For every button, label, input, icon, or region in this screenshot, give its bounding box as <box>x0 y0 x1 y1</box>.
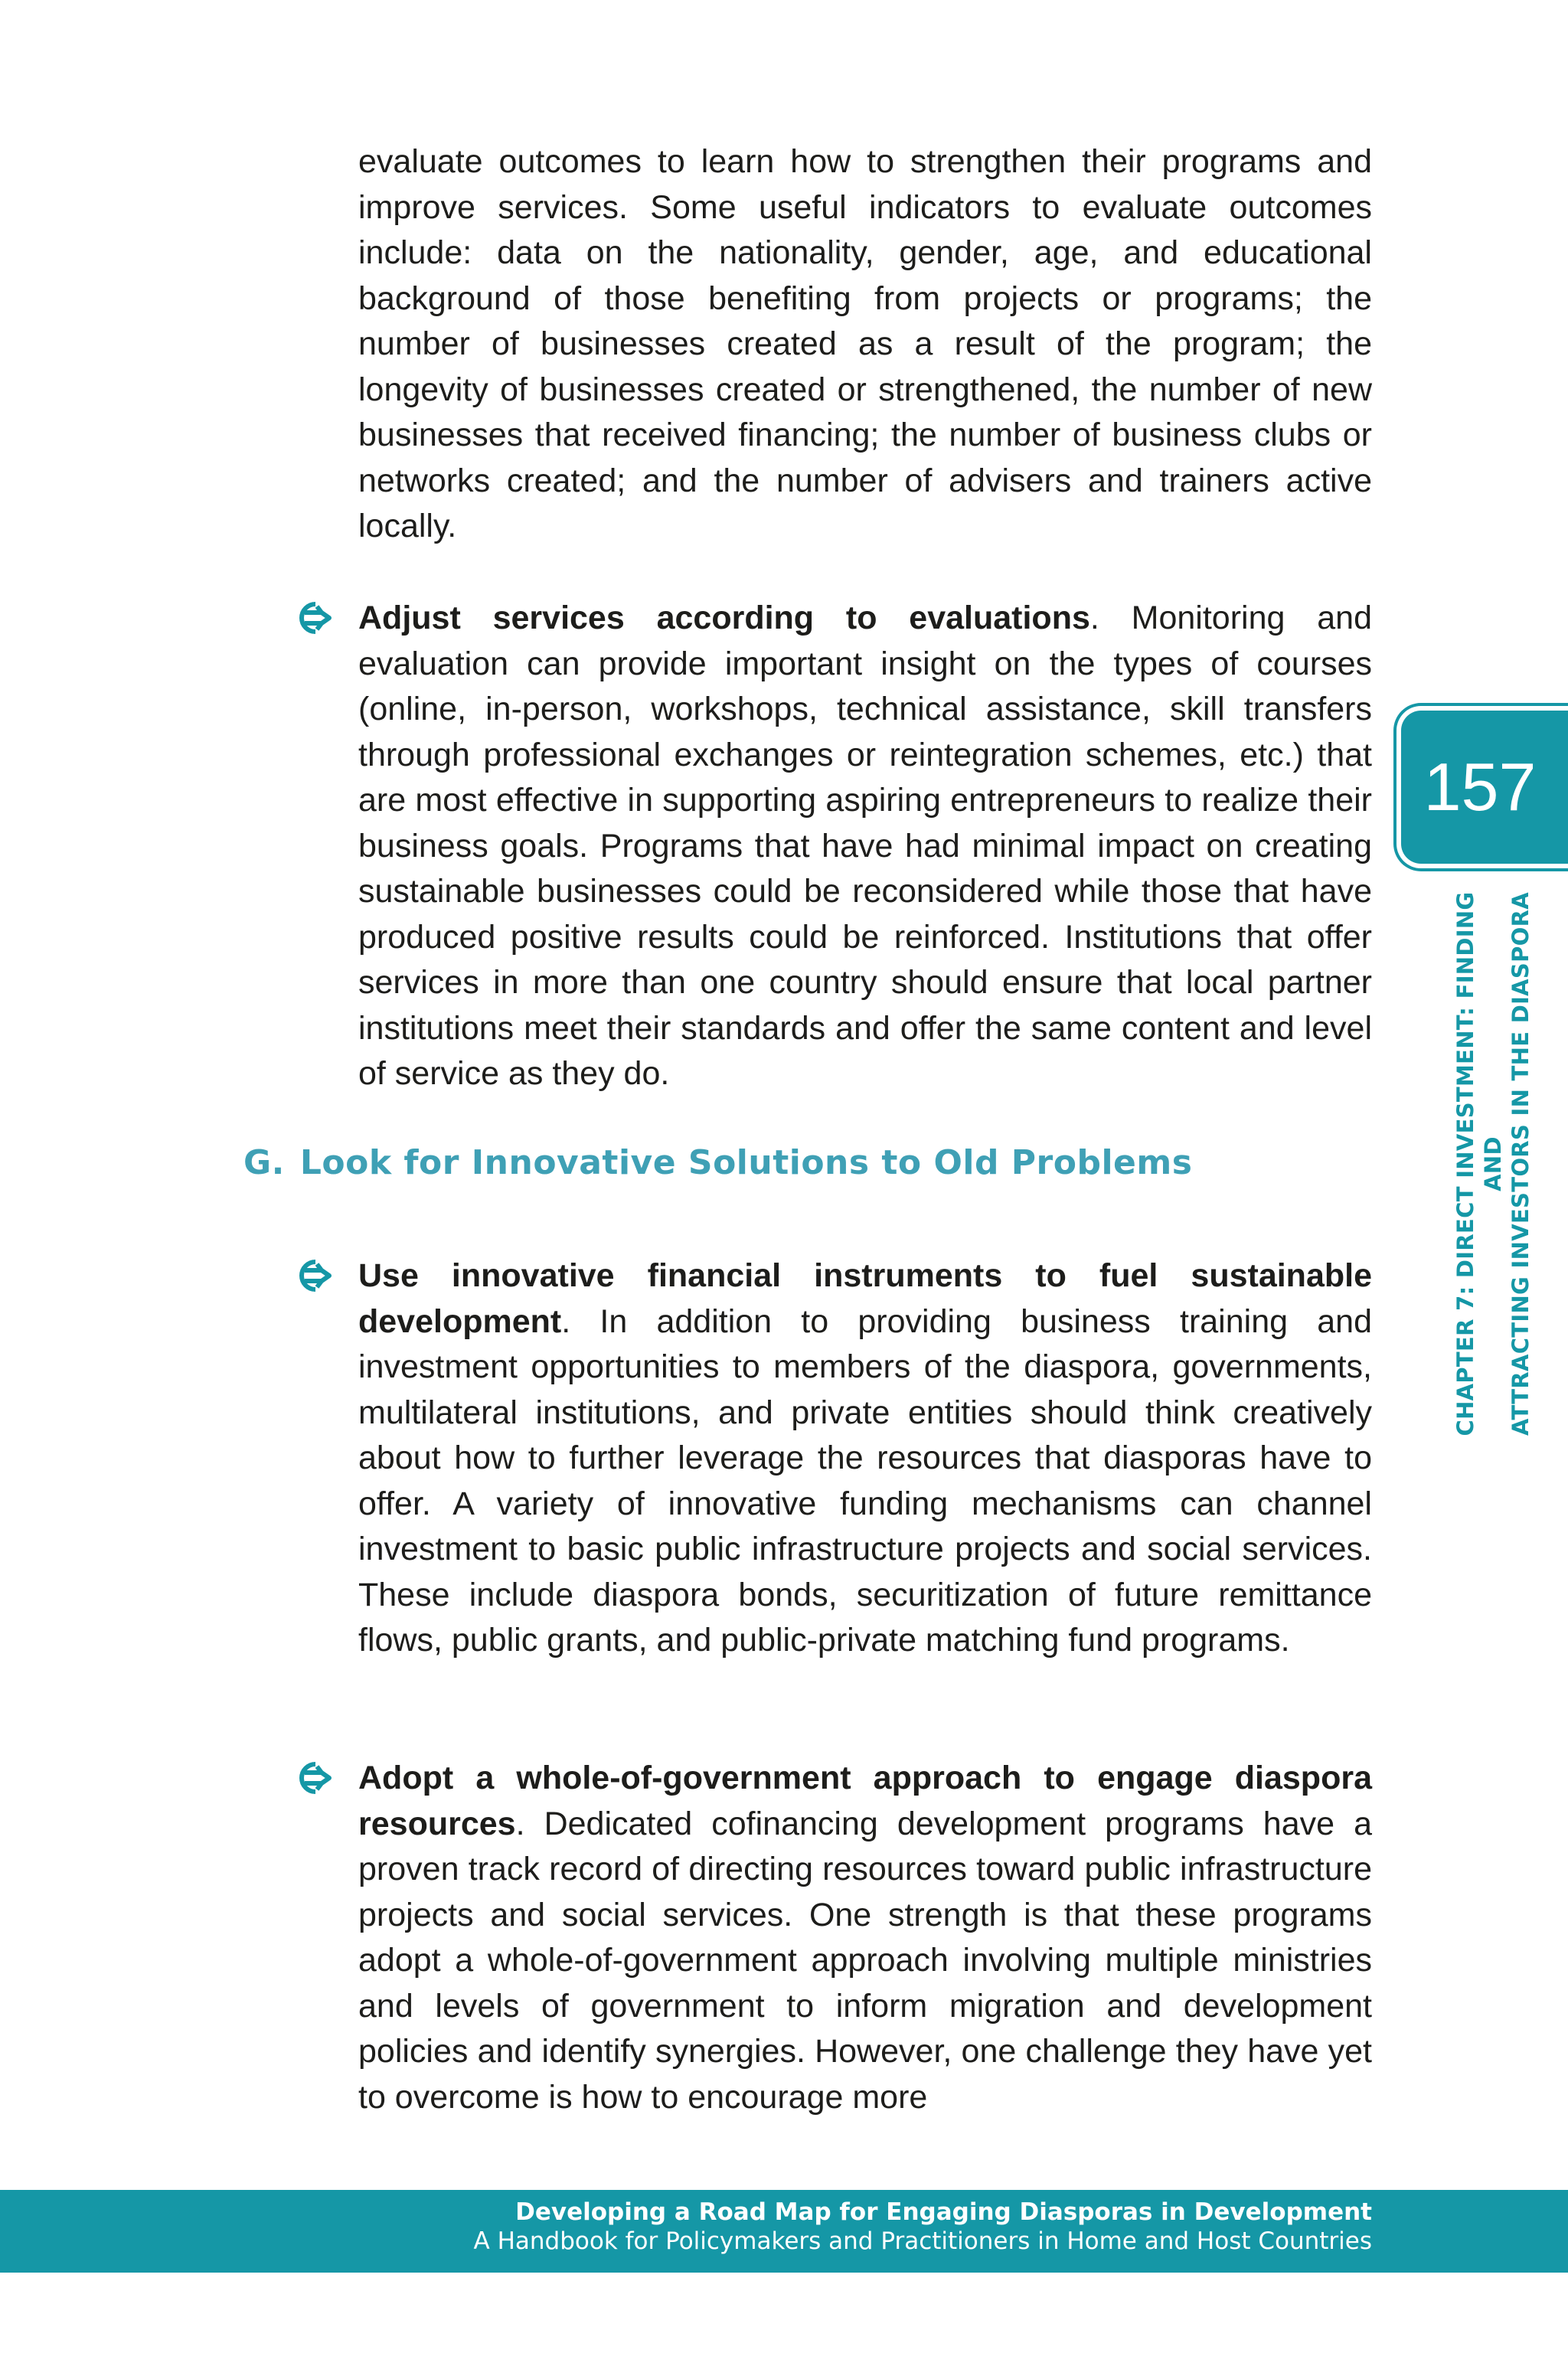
bullet-adjust-services <box>358 596 1372 1097</box>
chapter-side-title <box>1452 888 1534 1440</box>
footer-title: Developing a Road Map for Engaging Diasporas in Development <box>515 2198 1372 2226</box>
arrow-right-icon <box>299 600 334 636</box>
chapter-line-1: CHAPTER 7: DIRECT INVESTMENT: FINDING AND <box>1452 891 1506 1436</box>
arrow-right-icon <box>299 1760 334 1796</box>
bullet-title: Use innovative financial instruments to fuel sustainable development <box>358 1257 1372 1340</box>
bullet-innovative-instruments <box>358 1253 1372 1664</box>
section-heading <box>243 1143 1192 1182</box>
intro-paragraph <box>358 139 1372 550</box>
bullet-text: . In addition to providing business training and investment opportunities to members of the diaspora, governments, multilateral institutions, and private entities should think creatively about how to further leverage the resources that diasporas have to offer. A variety of innovative funding mechanisms can channel investment to basic public infrastructure projects and social services. These include diaspora bonds, securitization of future remittance flows, public grants, and public-private matching fund programs. <box>358 1302 1372 1659</box>
arrow-right-icon <box>299 1258 334 1293</box>
bullet-text: . Monitoring and evaluation can provide important insight on the types of courses (online, in-person, workshops, technical assistance, skill transfers through professional exchanges or reintegration schemes, etc.) that are most effective in supporting aspiring entrepreneurs to realize their business goals. Programs that have had minimal impact on creating sustainable businesses could be reconsidered while those that have produced positive results could be reinforced. Institutions that offer services in more than one country should ensure that local partner institutions meet their standards and offer the same content and level of service as they do. <box>358 600 1372 1092</box>
bullet-whole-of-government <box>358 1756 1372 2120</box>
bullet-title: Adopt a whole-of-government approach to engage diaspora resources <box>358 1760 1372 1842</box>
footer-subtitle: A Handbook for Policymakers and Practitioners in Home and Host Countries <box>473 2227 1372 2255</box>
bullet-text: . Dedicated cofinancing development programs have a proven track record of directing resources toward public infrastructure projects and social services. One strength is that these programs adopt a whole-of-government approach involving multiple ministries and levels of government to inform migration and development policies and identify synergies. However, one challenge they have yet to overcome is how to encourage more <box>358 1805 1372 2116</box>
bullet-title: Adjust services according to evaluations <box>358 600 1090 636</box>
intro-text: evaluate outcomes to learn how to strengthen their programs and improve services. Some useful indicators to evaluate outcomes include: data on the nationality, gender, age, and educational background of those benefiting from projects or programs; the number of businesses created as a result of the program; the longevity of businesses created or strengthened, the number of new businesses that received financing; the number of business clubs or networks created; and the number of advisers and trainers active locally. <box>358 143 1372 544</box>
section-title: Look for Innovative Solutions to Old Problems <box>299 1143 1193 1182</box>
section-letter: G. <box>243 1143 285 1182</box>
chapter-line-2: ATTRACTING INVESTORS IN THE DIASPORA <box>1508 892 1534 1436</box>
page-number: 157 <box>1423 749 1537 825</box>
